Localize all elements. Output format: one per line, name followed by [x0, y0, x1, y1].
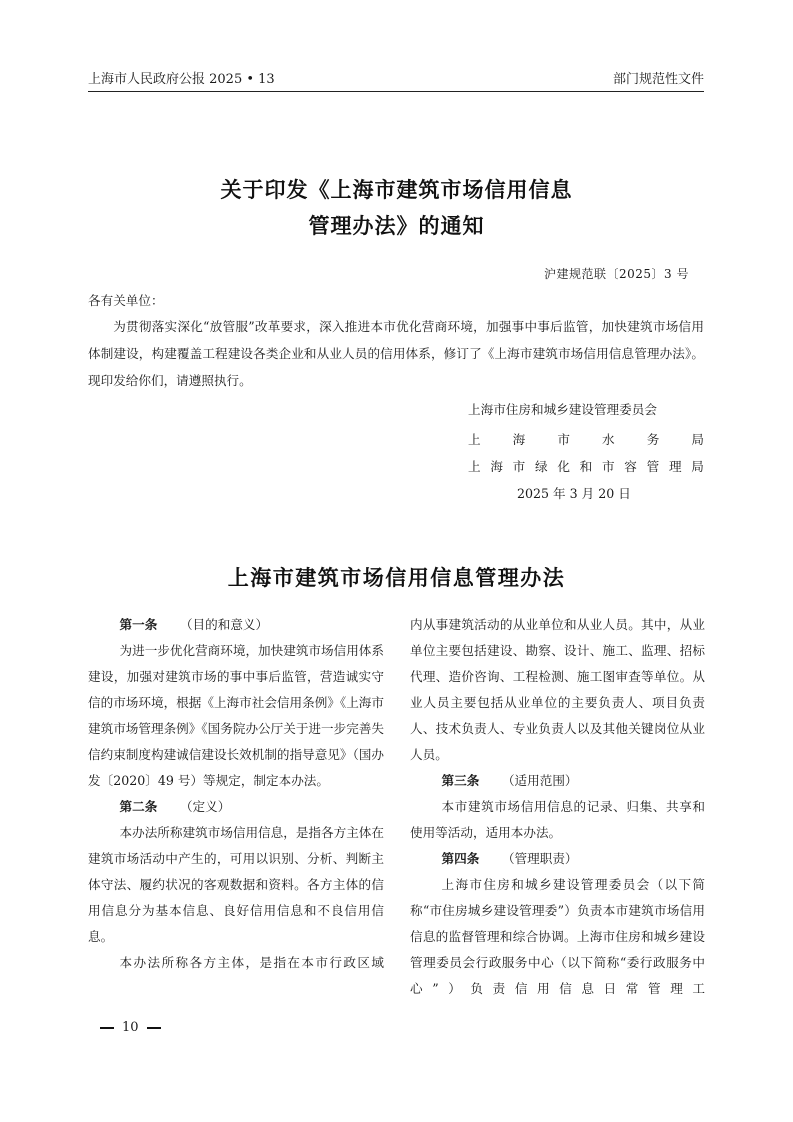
body-column-left [88, 612, 384, 976]
signatory-water-bureau [468, 429, 704, 448]
article-number: 第一条 [119, 617, 158, 632]
article-2-paragraph-1: 本办法所称建筑市场信用信息，是指各方主体在建筑市场活动中产生的，可用以识别、分析、判断主体守法、履约状况的客观数据和资料。各方主体的信用信息分为基本信息、良好信用信息和不良信用信息。 [88, 825, 384, 944]
notice-paragraph: 为贯彻落实深化“放管服”改革要求，深入推进本市优化营商环境，加强事中事后监管，加快建筑市场信用体制建设，构建覆盖工程建设各类企业和从业人员的信用体系，修订了《上海市建筑市场信用信息管理办法》。现印发给你们，请遵照执行。 [88, 319, 704, 388]
signatory-char: 水 [602, 432, 615, 447]
article-subtitle: （适用范围） [501, 773, 578, 788]
salutation: 各有关单位： [88, 293, 164, 308]
article-number: 第四条 [441, 851, 480, 866]
notice-title-line2: 管理办法》的通知 [308, 214, 485, 238]
signatory-char: 局 [691, 459, 704, 474]
article-subtitle: （管理职责） [501, 851, 578, 866]
signatory-char: 市 [557, 432, 570, 447]
signatory-housing-commission: 上海市住房和城乡建设管理委员会 [468, 402, 657, 417]
article-1-paragraph: 为进一步优化营商环境，加快建筑市场信用体系建设，加强对建筑市场的事中事后监管，营造诚实守信的市场环境，根据《上海市社会信用条例》《上海市建筑市场管理条例》《国务院办公厅关于进一步完善失信约束制度构建诚信建设长效机制的指导意见》（国办发〔2020〕49 号）等规定，制定本办法。 [88, 643, 384, 788]
document-number: 沪建规范联〔2025〕3 号 [544, 267, 689, 281]
regulation-title: 上海市建筑市场信用信息管理办法 [227, 566, 566, 590]
signatory-char: 上 [468, 459, 481, 474]
dash-left [100, 1027, 114, 1029]
signatory-char: 上 [468, 432, 481, 447]
article-number: 第三条 [441, 773, 480, 788]
signatory-char: 绿 [534, 459, 548, 474]
article-subtitle: （定义） [179, 799, 231, 814]
article-number: 第二条 [119, 799, 158, 814]
article-3-paragraph: 本市建筑市场信用信息的记录、归集、共享和使用等活动，适用本办法。 [410, 799, 705, 840]
article-1-heading [88, 612, 384, 638]
signatory-char: 管 [646, 459, 660, 474]
signatory-char: 局 [691, 432, 704, 447]
article-2-paragraph-2-cont: 内从事建筑活动的从业单位和从业人员。其中，从业单位主要包括建设、勘察、设计、施工、监理、招标代理、造价咨询、工程检测、施工图审查等单位。从业人员主要包括从业单位的主要负责人、项目负责人、技术负责人、专业负责人以及其他关键岗位从业人员。 [410, 617, 705, 762]
article-4-heading [410, 846, 705, 872]
signatory-greening-bureau [468, 456, 704, 475]
signatory-char: 务 [646, 432, 660, 447]
article-2-paragraph-2-start: 本办法所称各方主体，是指在本市行政区域 [119, 955, 384, 970]
header-rule [88, 91, 704, 92]
signatory-char: 海 [490, 459, 503, 474]
page-number [92, 1020, 169, 1035]
signatory-char: 和 [579, 459, 593, 474]
article-3-heading [410, 768, 705, 794]
body-column-right [410, 612, 705, 1002]
signatory-char: 市 [512, 459, 526, 474]
dash-right [147, 1027, 161, 1029]
issue-date: 2025 年 3 月 20 日 [517, 486, 631, 501]
page-number-value: 10 [122, 1020, 139, 1035]
notice-title-line1: 关于印发《上海市建筑市场信用信息 [220, 178, 573, 202]
signatory-char: 化 [557, 459, 570, 474]
article-2-heading [88, 794, 384, 820]
signatory-char: 海 [512, 432, 526, 447]
article-subtitle: （目的和意义） [179, 617, 269, 632]
signatory-char: 容 [624, 459, 637, 474]
header-publication: 上海市人民政府公报 2025 • 13 [88, 72, 275, 87]
header-section: 部门规范性文件 [612, 72, 704, 87]
signatory-char: 理 [668, 459, 682, 474]
signatory-char: 市 [601, 459, 615, 474]
article-4-paragraph: 上海市住房和城乡建设管理委员会（以下简称“市住房城乡建设管理委”）负责本市建筑市场信用信息的监督管理和综合协调。上海市住房和城乡建设管理委员会行政服务中心（以下简称“委行政服务中心”）负责信用信息日常管理工 [410, 877, 705, 996]
